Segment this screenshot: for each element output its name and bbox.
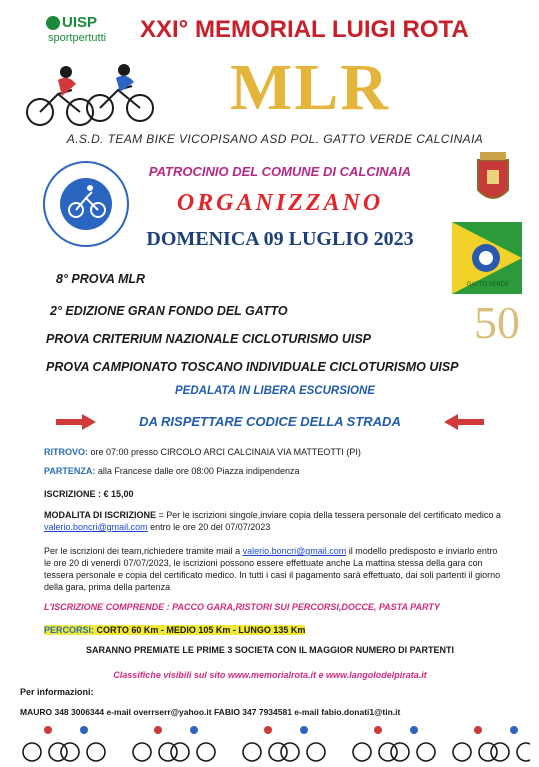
partenza-text: alla Francese dalle ore 08:00 Piazza indipendenza xyxy=(95,466,300,476)
modalita-text1: = Per le iscrizioni singole,inviare copia della tessera personale del certificato medico a xyxy=(156,510,501,520)
partenza-label: PARTENZA: xyxy=(44,466,96,476)
team-text2: il modello predisposto e inviarlo entro le ore 20 di venerdì 07/07/2023, le iscrizioni possono essere effettuate anche La mattina stessa della gara con tessera personale e copia del certificato medico. In tutti i casi il pagamento sarà effettuato, dai soli partenti il giorno della gara, prima della partenza xyxy=(44,546,501,592)
contacts-line: MAURO 348 3006344 e-mail overrserr@yahoo.it FABIO 347 7934581 e-mail fabio.donati1@tin.it xyxy=(20,707,401,717)
pedalata-text: PEDALATA IN LIBERA ESCURSIONE xyxy=(175,385,375,397)
event-title: XXI° MEMORIAL LUIGI ROTA xyxy=(140,16,469,43)
arrow-left-icon xyxy=(444,414,484,430)
ritrovo-line xyxy=(44,446,504,458)
event-line-3: PROVA CRITERIUM NAZIONALE CICLOTURISMO UISP xyxy=(46,332,371,346)
uisp-logo xyxy=(44,14,124,48)
percorsi-line xyxy=(44,624,504,636)
uisp-word: UISP xyxy=(62,14,98,31)
calcinaia-crest xyxy=(470,150,516,208)
percorsi-text: CORTO 60 Km - MEDIO 105 Km - LUNGO 135 Km xyxy=(94,625,306,635)
modalita-label: MODALITA DI ISCRIZIONE xyxy=(44,510,156,520)
modalita-line xyxy=(44,509,504,533)
team-text1: Per le iscrizioni dei team,richiedere tramite mail a xyxy=(44,546,243,556)
premiate-line: SARANNO PREMIATE LE PRIME 3 SOCIETA CON IL MAGGIOR NUMERO DI PARTENTI xyxy=(85,645,454,655)
uisp-sub: sportpertutti xyxy=(48,32,107,44)
comprende-line: L'ISCRIZIONE COMPRENDE : PACCO GARA,RISTORI SUI PERCORSI,DOCCE, PASTA PARTY xyxy=(44,602,440,612)
organizing-clubs: A.S.D. TEAM BIKE VICOPISANO ASD POL. GATTO VERDE CALCINAIA xyxy=(66,132,484,146)
mlr-logo: MLR xyxy=(230,51,390,124)
event-date: DOMENICA 09 LUGLIO 2023 xyxy=(146,228,414,250)
codice-strada: DA RISPETTARE CODICE DELLA STRADA xyxy=(139,414,401,429)
team-paragraph xyxy=(44,545,504,593)
modalita-text2: entro le ore 20 del 07/07/2023 xyxy=(147,522,271,532)
uisp-mark-icon xyxy=(46,16,60,30)
bottom-cyclists-row xyxy=(10,722,530,764)
event-line-2: 2° EDIZIONE GRAN FONDO DEL GATTO xyxy=(50,304,288,318)
arrow-right-icon xyxy=(56,414,96,430)
modalita-email-link[interactable]: valerio.boncri@gmail.com xyxy=(44,522,148,532)
event-line-1: 8° PROVA MLR xyxy=(56,272,146,286)
percorsi-label: PERCORSI: xyxy=(44,625,95,635)
partenza-line xyxy=(44,465,504,477)
organizzano-heading: ORGANIZZANO xyxy=(176,190,384,216)
team-bike-logo xyxy=(42,160,130,248)
anniversary-50: 50 xyxy=(474,297,520,348)
classifiche-line: Classifiche visibili sul sito www.memorialrota.it e www.langolodelpirata.it xyxy=(113,670,427,680)
info-label: Per informazioni: xyxy=(20,687,94,697)
patronage: PATROCINIO DEL COMUNE DI CALCINAIA xyxy=(148,164,412,179)
iscrizione-line: ISCRIZIONE : € 15,00 xyxy=(44,489,134,499)
gatto-verde-label: GATTO VERDE xyxy=(466,282,510,288)
event-line-4: PROVA CAMPIONATO TOSCANO INDIVIDUALE CICLOTURISMO UISP xyxy=(46,360,459,374)
ritrovo-label: RITROVO: xyxy=(44,447,88,457)
team-email-link[interactable]: valerio.boncri@gmail.com xyxy=(242,546,347,556)
ritrovo-text: ore 07:00 presso CIRCOLO ARCI CALCINAIA VIA MATTEOTTI (PI) xyxy=(88,447,361,457)
cyclists-illustration xyxy=(18,60,168,130)
